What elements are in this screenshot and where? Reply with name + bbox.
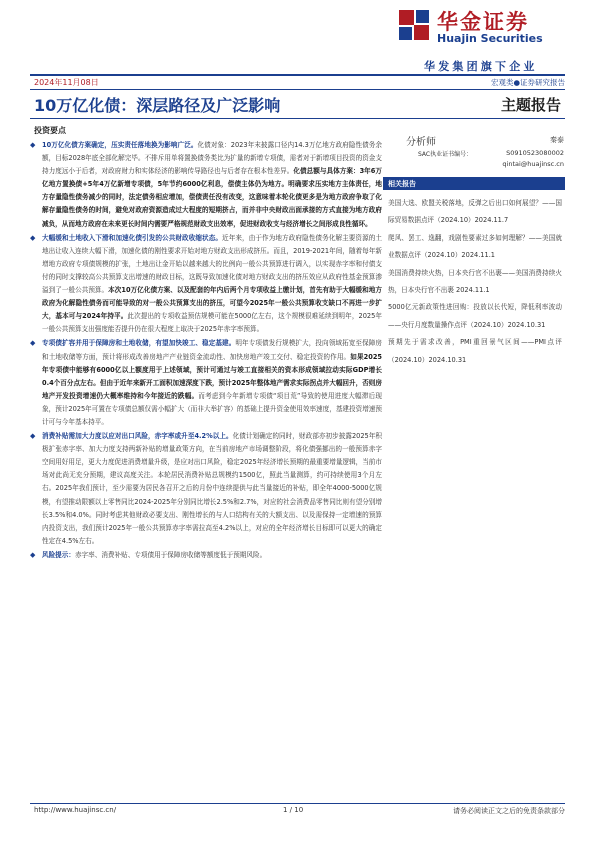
analyst-name: 秦泰 [550,136,564,144]
sac-number: S0910523080002 [506,149,564,157]
analyst-email[interactable]: qintai@huajinsc.cn [502,160,564,168]
disclaimer-note: 请务必阅读正文之后的免责条款部分 [453,807,565,815]
sac-label: SAC执业证书编号： [418,151,473,158]
summary-bullet: ◆ 专项债扩容并用于保障房和土地收储，有望加快竣工、稳定基建。明年专项债发行规模扩大，投向领域拓宽至保障房和土地收储等方面，预计将形成改善房地产产业链资金流动性、加快房地产竣工交付、稳定投资的作用。如果2025年专项债中能够有6000亿以上额度用于上述领域，预计可通过与竣工直接相关的资本形成领域拉动实际GDP增长0.4个百分点左右。但由于近年来新开工面积加速深度下跌，预计2025年整体地产需求实际拐点并大幅回升，否则房地产开发投资增速仍大概率维持和今年接近的跌幅。而考虑到今年新增专项债“项目荒”导致的使用进度大幅滞后现象，预计2025年可置在专项债总额仅需小幅扩大（而非大举扩容）的基础上提升资金使用效率速度，基建投资增速预计可与今年基本持平。 [30,339,383,426]
diamond-bullet-icon: ◆ [30,550,36,559]
summary-bullets [30,139,382,563]
diamond-bullet-icon: ◆ [30,432,36,441]
related-report-link[interactable]: 5000亿元新政策性进回购：投放以长代短，降低利率波动——央行月度数量操作点评（2024.10）2024.10.31 [388,303,562,329]
section-heading: 投资要点 [34,126,66,135]
related-reports-list [388,195,562,369]
related-report-link[interactable]: 预期先于需求改善，PMI重回景气区间——PMI点评（2024.10）2024.10.31 [388,338,562,364]
page-title: 10万亿化债：深层路径及广泛影响 [34,96,281,115]
summary-bullet: ◆ 10万亿化债方案确定，压实责任落地换为影响广泛。化债对象：2023年末披露口径内14.3万亿地方政府隐性债务余额，目标2028年底全部化解完毕。不排斥用单将置换债务类比为扩量的新增专项债，需者对于新增项目投资的资金支持力度远小于后者，对政府财力和实体经济的影响传导路径也与后者存在根本性差异。化债总额与具体方案：3年6万亿地方置换债+5年4万亿新增专项债，5年节约6000亿利息，偿债主体仍为地方。明确要求压实地方主体责任，地方存量隐性债务减少的同时，法定债务相应增加，偿债责任没有改变，这意味着本轮化债更多是为地方政府争取了化解存量隐性债务的时间，避免对政府资源造成过大程度的短期挤占，而并非中央财政出面承接的方式直接为地方政府减负，从而地方政府在未来更长时间内需要严格规范财政支出效率，促进财政收支与经济增长之间形成良性循环。 [30,141,382,228]
summary-bullet: ◆ 消费补贴需加大力度以应对出口风险，赤字率或升至4.2%以上。化债计划确定的同时，财政部亦初步披露2025年积极扩张赤字率、加大力度支持两新补贴的增量政策方向，在当前房地产市场调整阶段，将化债强挪出的一般预算赤字空间用好用足，更大力度促进消费增量升级，是应对出口风险，稳定2025年经济增长预期的最重要增量逻辑，当前市场对此尚无充分预期，建议高度关注。本轮居民消费补贴总规模约1500亿，照此当量测算，约可持续使用3个月左右。2025年我们预计，至少需要为居民各召开之后的月份中连续提供与此当量接近的补贴，即全年4000-5000亿规模，有望推动限额以上零售同比2024-2025年分别同比增长2.5%和2.7%，对应的社会消费品零售同比则有望分别增长3.5%和4.0%。同时考虑其他财政必要支出、刚性增长的与人口结构有关的大额支出、以及需保持一定增速的预算内投资支出，我们预计2025年一般公共预算赤字率需拉高至4.2%以上，对应的全年经济增长目标即可以更大的确定性定在4.5%左右。 [30,432,382,545]
brand-name-cn: 华金证券 [437,10,529,34]
header-rule [30,74,565,76]
summary-bullet: ◆ 风险提示：赤字率、消费补贴、专项债用于保障房收储等额度低于预期风险。 [30,549,382,562]
brand-name-en: Huajin Securities [437,32,543,45]
footer-rule [30,803,565,804]
page-number: 1 / 10 [283,806,304,814]
related-reports-title: 相关报告 [388,180,416,188]
summary-bullet: ◆ 大幅缓和土地收入下滑和加速化债引发的公共财政收缩状态。近年来，由于作为地方政府隐性债务化解主要资源的土地出让收入连续大幅下滑，加速化债的刚性要求开始对地方财政支出形成挤压。而且，2019-2021年间，随着每年新增地方政府专项债规模的扩张，土地出让金开始以越来越大的比例向一般公共预算进行调入，以实现赤字率和付债支付的同时支撑较高公共预算支出增速的财政目标，这既导致加速化债对地方财政支出的挤压效应从政府性基金预算渗溢到了一般公共预算。本次10万亿化债方案、以及配套的年内后两个月专项收益上缴计划，首先有助于大幅缓和地方政府为化解隐性债务而可能导致的对一般公共预算支出的挤压，可望今2025年一般公共预算收支缺口不再进一步扩大，基本可与2024年持平。此次提出的专项收益预估规模可能在5000亿左右，这个规模很难延续到明年，2025年一般公共预算支出强度能否提升仍在很大程度上取决于2025年赤字率预算。 [30,233,383,334]
related-report-link[interactable]: 美国消费持续火热，日本央行官不出裹——美国消费持续火热，日本央行官不出裹 2024.11.1 [388,268,562,295]
diamond-bullet-icon: ◆ [30,339,36,348]
related-report-link[interactable]: 美国大选、欧盟关税落地，反弹之后出口如何展望？——国际贸易数据点评（2024.10）2024.11.7 [388,199,562,225]
report-category: 宏观类●证券研究报告 [490,78,565,87]
diamond-bullet-icon: ◆ [30,141,36,149]
report-date: 2024年11月08日 [34,78,99,87]
related-report-link[interactable]: 爬风、罢工、逸翻，戏剧性要素过多如何理解？——美国就业数据点评（2024.10）2024.11.1 [388,233,562,260]
report-type: 主题报告 [500,96,561,114]
footer-url[interactable]: http://www.huajinsc.cn/ [34,806,117,814]
diamond-bullet-icon: ◆ [30,233,36,242]
brand-slogan: 华发集团旗下企业 [424,60,538,73]
analyst-label: 分析师 [406,137,436,148]
huajin-logo-icon [397,8,431,42]
